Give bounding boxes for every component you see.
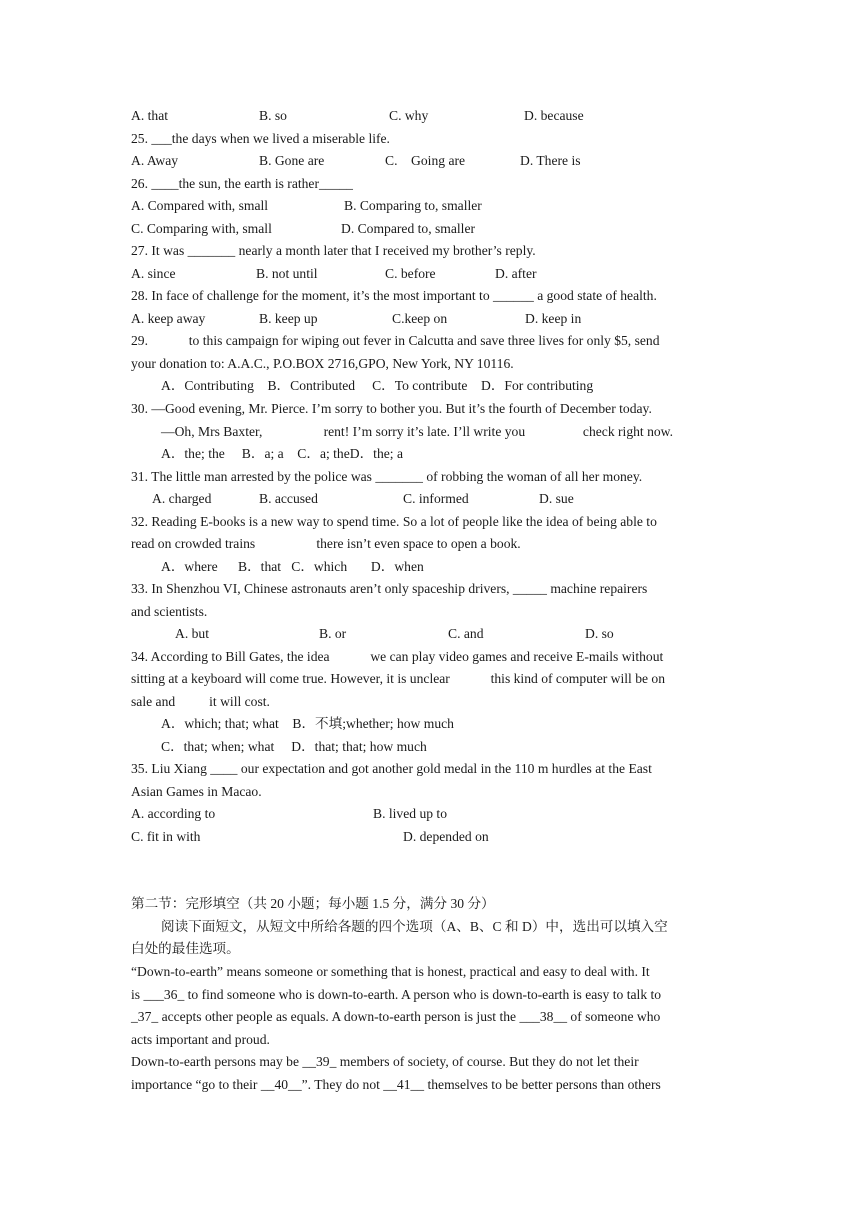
q31-option-d: D. sue: [539, 491, 574, 506]
q26-option-c: C. Comparing with, small: [131, 221, 272, 236]
q27-option-d: D. after: [495, 266, 537, 281]
q27-option-a: A. since: [131, 266, 176, 281]
question-29-line-1: 29. to this campaign for wiping out fever in Calcutta and save three lives for only $5, send: [131, 333, 660, 348]
question-30-line-2: —Oh, Mrs Baxter, rent! I’m sorry it’s late. I’ll write you check right now.: [161, 424, 674, 439]
q27-option-b: B. not until: [256, 266, 318, 281]
question-35-line-1: 35. Liu Xiang ____ our expectation and got another gold medal in the 110 m hurdles at the East: [131, 761, 652, 776]
passage-line-3: _37_ accepts other people as equals. A down-to-earth person is just the ___38__ of someone who: [131, 1009, 661, 1024]
question-32-line-2: read on crowded trains there isn’t even space to open a book.: [131, 536, 521, 551]
question-27: 27. It was _______ nearly a month later that I received my brother’s reply.: [131, 243, 536, 258]
passage-line-2: is ___36_ to find someone who is down-to-earth. A person who is down-to-earth is easy to talk to: [131, 987, 662, 1002]
q28-option-a: A. keep away: [131, 311, 206, 326]
q26-option-d: D. Compared to, smaller: [341, 221, 476, 236]
q35-option-d: D. depended on: [403, 829, 489, 844]
question-28: 28. In face of challenge for the moment, it’s the most important to ______ a good state of health.: [131, 288, 657, 303]
q30-options: A．the; the B．a; a C．a; theD．the; a: [161, 446, 403, 461]
q24-option-d: D. because: [524, 108, 584, 123]
q25-option-b: B. Gone are: [259, 153, 325, 168]
passage-line-5: Down-to-earth persons may be __39_ members of society, of course. But they do not let their: [131, 1054, 639, 1069]
question-32-line-1: 32. Reading E-books is a new way to spend time. So a lot of people like the idea of being able to: [131, 514, 657, 529]
q35-option-b: B. lived up to: [373, 806, 448, 821]
question-34-line-3: sale and it will cost.: [131, 694, 270, 709]
q25-option-a: A. Away: [131, 153, 179, 168]
question-34-line-1: 34. According to Bill Gates, the idea we can play video games and receive E-mails without: [131, 649, 664, 664]
question-26: 26. ____the sun, the earth is rather_____: [131, 176, 353, 191]
section-2-instruction-line-1: 阅读下面短文，从短文中所给各题的四个选项（A、B、C 和 D）中，选出可以填入空: [161, 919, 668, 934]
q35-option-a: A. according to: [131, 806, 216, 821]
q33-option-c: C. and: [448, 626, 484, 641]
q24-option-c: C. why: [389, 108, 429, 123]
section-2-instruction-line-2: 白处的最佳选项。: [131, 941, 240, 956]
q33-option-a: A. but: [175, 626, 209, 641]
q26-option-b: B. Comparing to, smaller: [344, 198, 482, 213]
section-2-title: 第二节：完形填空（共 20 小题；每小题 1.5 分，满分 30 分）: [131, 896, 495, 911]
q34-options-ab: A．which; that; what B．不填;whether; how much: [161, 716, 454, 731]
passage-line-1: “Down-to-earth” means someone or something that is honest, practical and easy to deal with. It: [131, 964, 650, 979]
question-30-line-1: 30. —Good evening, Mr. Pierce. I’m sorry to bother you. But it’s the fourth of December today.: [131, 401, 652, 416]
q29-options: A．Contributing B．Contributed C．To contribute D．For contributing: [161, 378, 594, 393]
q27-option-c: C. before: [385, 266, 436, 281]
q32-options: A．where B．that C．which D．when: [161, 559, 424, 574]
question-29-line-2: your donation to: A.A.C., P.O.BOX 2716,GPO, New York, NY 10116.: [131, 356, 514, 371]
question-34-line-2: sitting at a keyboard will come true. However, it is unclear this kind of computer will be on: [131, 671, 666, 686]
q31-option-b: B. accused: [259, 491, 318, 506]
q33-option-b: B. or: [319, 626, 347, 641]
q28-option-c: C.keep on: [392, 311, 448, 326]
q34-options-cd: C．that; when; what D．that; that; how much: [161, 739, 427, 754]
q26-option-a: A. Compared with, small: [131, 198, 269, 213]
question-31: 31. The little man arrested by the police was _______ of robbing the woman of all her money.: [131, 469, 643, 484]
q25-option-c: C. Going are: [385, 153, 466, 168]
passage-line-4: acts important and proud.: [131, 1032, 270, 1047]
q31-option-a: A. charged: [152, 491, 212, 506]
q28-option-d: D. keep in: [525, 311, 582, 326]
question-33-line-1: 33. In Shenzhou VI, Chinese astronauts aren’t only spaceship drivers, _____ machine repairers: [131, 581, 648, 596]
q28-option-b: B. keep up: [259, 311, 318, 326]
q25-option-d: D. There is: [520, 153, 581, 168]
passage-line-6: importance “go to their __40__”. They do not __41__ themselves to be better persons than others: [131, 1077, 661, 1092]
q35-option-c: C. fit in with: [131, 829, 201, 844]
q33-option-d: D. so: [585, 626, 614, 641]
question-25: 25. ___the days when we lived a miserable life.: [131, 131, 390, 146]
q24-option-a: A. that: [131, 108, 168, 123]
q24-option-b: B. so: [259, 108, 287, 123]
q31-option-c: C. informed: [403, 491, 469, 506]
question-33-line-2: and scientists.: [131, 604, 208, 619]
question-35-line-2: Asian Games in Macao.: [131, 784, 262, 799]
